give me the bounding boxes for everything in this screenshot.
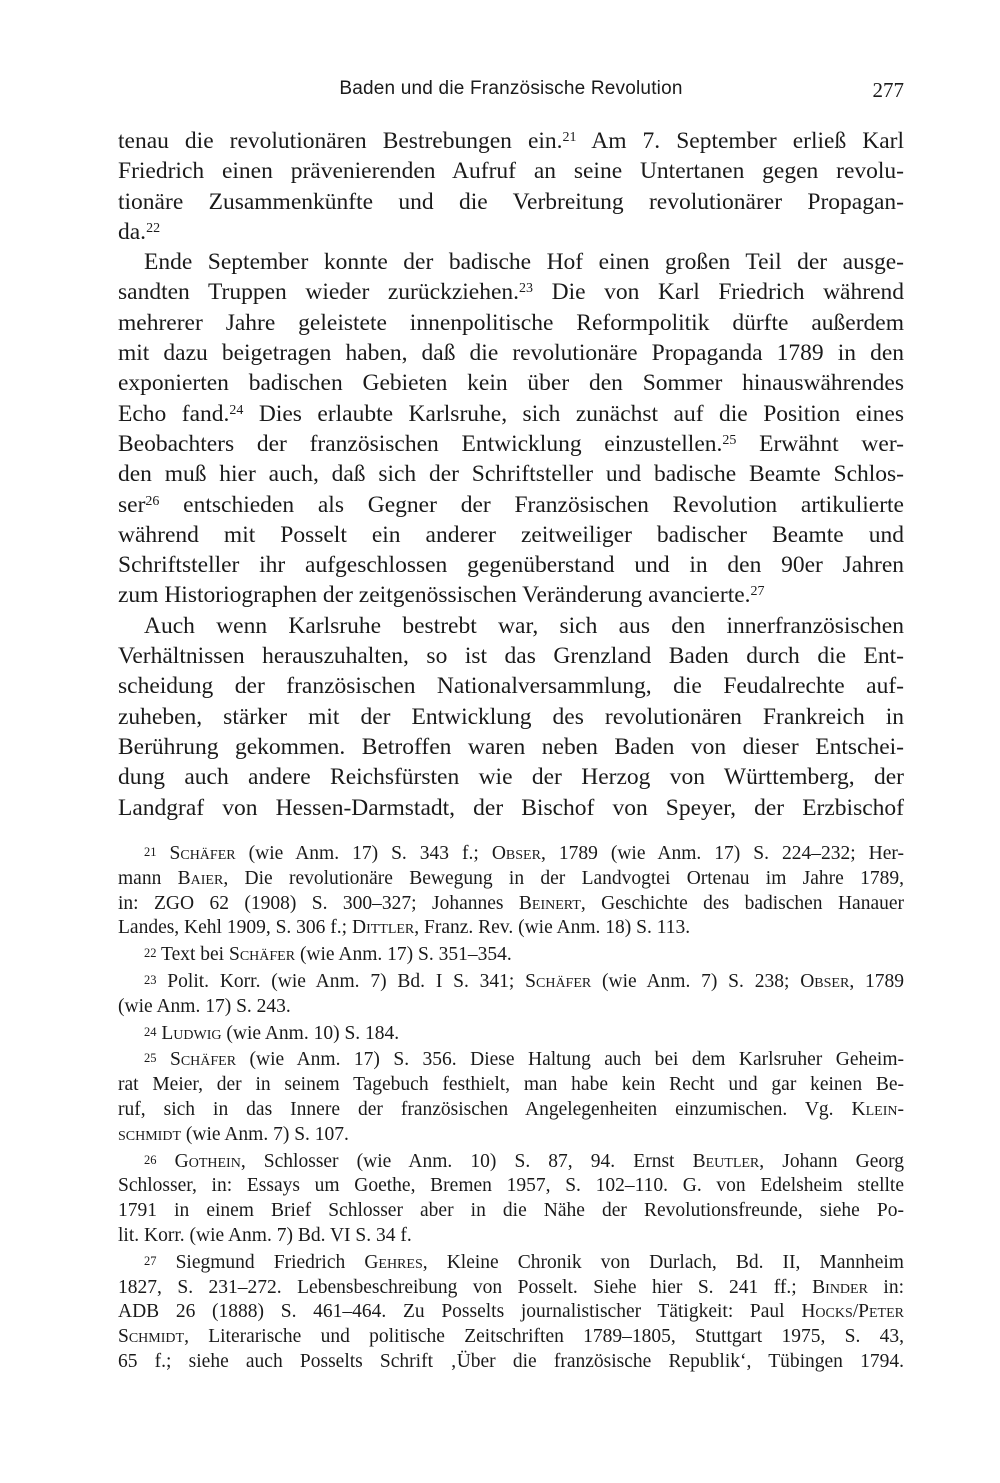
footnote-ref: 27: [750, 584, 765, 600]
text-line: $^{21}$ Schäfer (wie Anm. 17) S. 343 f.; Obser, 1789 (wie Anm. 17) S. 224–232; Her-: [144, 843, 904, 864]
text-line: lit. Korr. (wie Anm. 7) Bd. VI S. 34 f.: [118, 1224, 412, 1246]
paragraph-1: [118, 126, 904, 247]
text-line: $^{23}$ Polit. Korr. (wie Anm. 7) Bd. I S. 341; Schäfer (wie Anm. 7) S. 238; Obser, 1789: [144, 970, 904, 992]
text-line: mehrerer Jahre geleistete innenpolitische Reformpolitik dürfte außerdem: [118, 309, 904, 336]
text-line: ser$^{26}$ entschieden als Gegner der Französischen Revolution artikulierte: [118, 491, 904, 518]
footnote-number: 27: [144, 1253, 157, 1268]
text-line: schmidt (wie Anm. 7) S. 107.: [118, 1123, 349, 1145]
text-line: tionäre Zusammenkünfte und die Verbreitung revolutionärer Propagan-: [118, 188, 904, 215]
text-line: $^{26}$ Gothein, Schlosser (wie Anm. 10) S. 87, 94. Ernst Beutler, Johann Georg: [144, 1150, 904, 1172]
footnote-27: [118, 1251, 904, 1375]
footnote-ref: 22: [146, 220, 161, 236]
text-line: Friedrich einen prävenierenden Aufruf an seine Untertanen gegen revolu-: [118, 158, 904, 185]
footnote-number: 23: [144, 972, 157, 987]
text-line: $^{22}$ Text bei Schäfer (wie Anm. 17) S. 351–354.: [144, 944, 512, 966]
text-line: ADB 26 (1888) S. 461–464. Zu Posselts journalistischer Tätigkeit: Paul Hocks/Peter: [118, 1301, 904, 1323]
text-line: da.$^{22}$: [118, 218, 161, 245]
text-line: 1791 in einem Brief Schlosser aber in die Nähe der Revolutionsfreunde, siehe Po-: [118, 1200, 904, 1222]
text-line: Landgraf von Hessen-Darmstadt, der Bischof von Speyer, der Erzbischof: [118, 794, 904, 821]
running-head: [118, 78, 904, 108]
footnote-number: 21: [144, 845, 157, 859]
text-line: während mit Posselt ein anderer zeitweiliger badischer Beamte und: [118, 521, 904, 548]
text-line: Schmidt, Literarische und politische Zeitschriften 1789–1805, Stuttgart 1975, S. 43,: [118, 1326, 904, 1348]
text-line: exponierten badischen Gebieten kein über den Sommer hinauswährendes: [118, 370, 904, 397]
footnote-22: [118, 943, 904, 968]
text-line: Echo fand.$^{24}$ Dies erlaubte Karlsruhe, sich zunächst auf die Position eines: [118, 400, 904, 427]
text-line: scheidung der französischen Nationalversammlung, die Feudalrechte auf-: [118, 673, 904, 700]
text-line: zum Historiographen der zeitgenössischen Veränderung avancierte.$^{27}$: [118, 582, 765, 609]
text-line: 65 f.; siehe auch Posselts Schrift ‚Über die französische Republik‘, Tübingen 1794.: [118, 1350, 904, 1372]
text-line: Berührung gekommen. Betroffen waren neben Baden von dieser Entschei-: [118, 733, 904, 760]
text-line: sandten Truppen wieder zurückziehen.$^{23}$ Die von Karl Friedrich während: [118, 279, 904, 306]
text-line: Auch wenn Karlsruhe bestrebt war, sich aus den innerfranzösischen: [144, 612, 904, 639]
text-line: Verhältnissen herauszuhalten, so ist das Grenzland Baden durch die Ent-: [118, 643, 904, 670]
text-line: den muß hier auch, daß sich der Schriftsteller und badische Beamte Schlos-: [118, 461, 904, 488]
footnote-26: [118, 1150, 904, 1249]
text-line: $^{24}$ Ludwig (wie Anm. 10) S. 184.: [144, 1022, 400, 1044]
paragraph-3: [118, 611, 904, 823]
text-line: ruf, sich in das Innere der französischen Angelegenheiten einzumischen. Vg. Klein-: [118, 1098, 904, 1120]
footnote-ref: 25: [722, 432, 737, 448]
text-line: in: ZGO 62 (1908) S. 300–327; Johannes Beinert, Geschichte des badischen Hanauer: [118, 892, 904, 914]
footnotes: [118, 842, 904, 1375]
text-line: mann Baier, Die revolutionäre Bewegung in der Landvogtei Ortenau im Jahre 1789,: [118, 867, 904, 889]
text-line: Landes, Kehl 1909, S. 306 f.; Dittler, Franz. Rev. (wie Anm. 18) S. 113.: [118, 917, 691, 939]
text-line: Beobachters der französischen Entwicklung einzustellen.$^{25}$ Erwähnt wer-: [118, 430, 904, 457]
text-line: zuheben, stärker mit der Entwicklung des revolutionären Frankreich in: [118, 703, 904, 730]
footnote-number: 24: [144, 1024, 157, 1039]
paragraph-2: [118, 247, 904, 611]
text-line: $^{27}$ Siegmund Friedrich Gehres, Kleine Chronik von Durlach, Bd. II, Mannheim: [144, 1251, 904, 1273]
footnote-ref: 26: [145, 493, 160, 509]
footnote-21: [118, 842, 904, 941]
text-line: tenau die revolutionären Bestrebungen ein.$^{21}$ Am 7. September erließ Karl: [118, 128, 904, 154]
text-line: Ende September konnte der badische Hof einen großen Teil der ausge-: [144, 249, 904, 276]
text-line: Schriftsteller ihr aufgeschlossen gegenüberstand und in den 90er Jahren: [118, 552, 904, 579]
text-line: 1827, S. 231–272. Lebensbeschreibung von Posselt. Siehe hier S. 241 ff.; Binder in:: [118, 1276, 904, 1298]
footnote-25: [118, 1048, 904, 1147]
text-line: rat Meier, der in seinem Tagebuch festhielt, man habe kein Recht und gar keinen Be-: [118, 1074, 904, 1096]
footnote-ref: 21: [562, 130, 577, 145]
body-text: [118, 126, 904, 823]
page-number: 277: [872, 78, 904, 102]
text-line: Schlosser, in: Essays um Goethe, Bremen 1957, S. 102–110. G. von Edelsheim stellte: [118, 1175, 904, 1197]
footnote-ref: 24: [229, 402, 244, 418]
text-line: $^{25}$ Schäfer (wie Anm. 17) S. 356. Diese Haltung auch bei dem Karlsruher Geheim-: [144, 1049, 904, 1071]
text-line: (wie Anm. 17) S. 243.: [118, 995, 291, 1017]
text-line: dung auch andere Reichsfürsten wie der Herzog von Württemberg, der: [118, 764, 904, 791]
footnote-number: 26: [144, 1152, 157, 1167]
text-line: mit dazu beigetragen haben, daß die revolutionäre Propaganda 1789 in den: [118, 340, 904, 367]
footnote-number: 22: [144, 946, 157, 961]
running-title: Baden und die Französische Revolution: [339, 78, 683, 99]
footnote-number: 25: [144, 1051, 157, 1066]
footnote-24: [118, 1022, 904, 1047]
footnote-ref: 23: [519, 281, 534, 297]
footnote-23: [118, 970, 904, 1020]
